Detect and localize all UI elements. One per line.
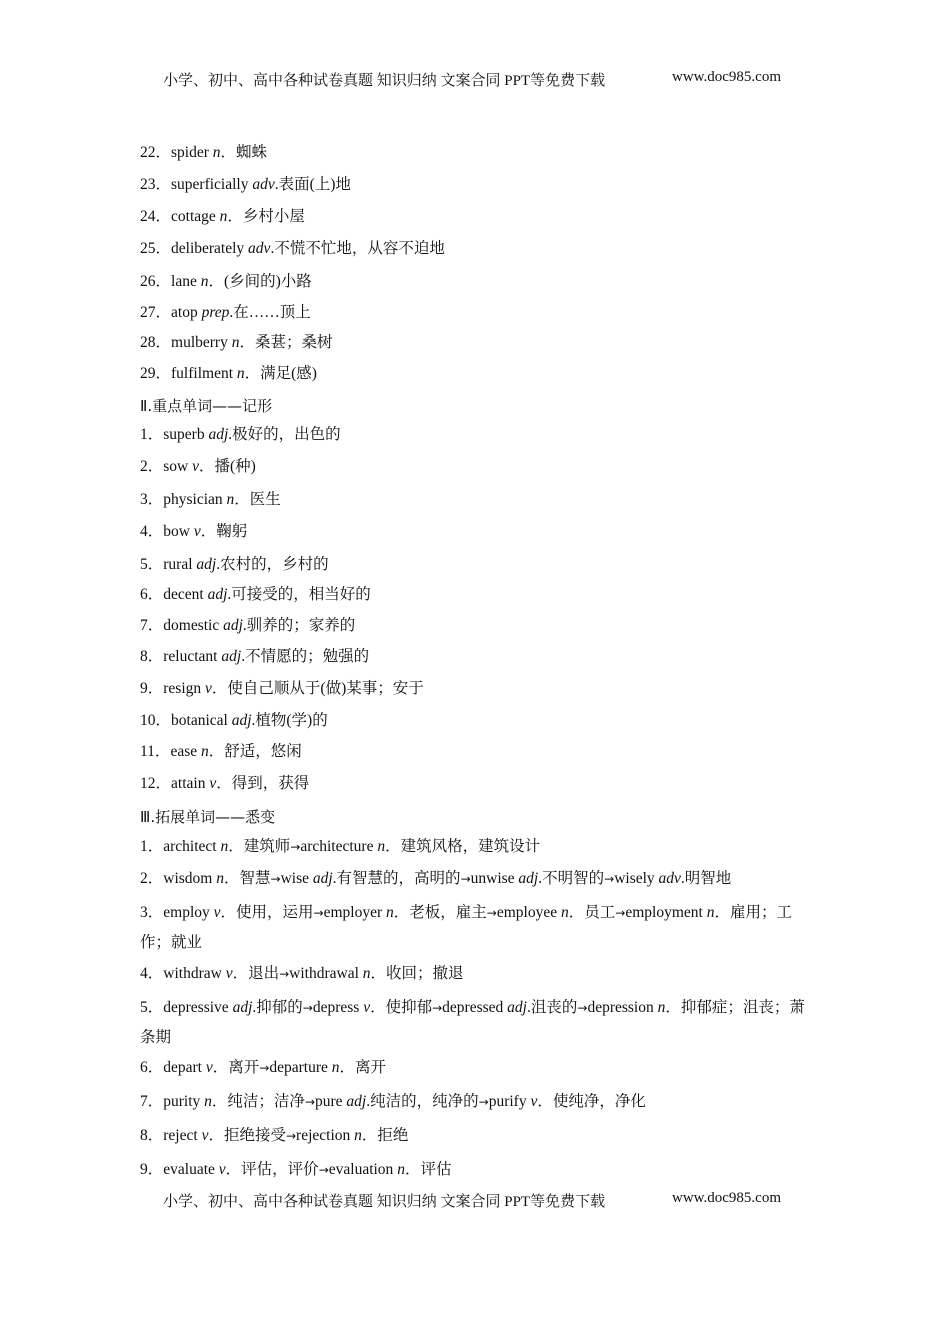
entry-word: botanical — [171, 712, 232, 729]
part-of-speech: adv — [252, 176, 275, 193]
part-of-speech: n — [657, 999, 666, 1016]
derivation-entry — [140, 1053, 810, 1083]
vocab-entry — [140, 138, 810, 168]
entry-meaning: .植物(学)的 — [251, 712, 328, 729]
entry-meaning: .表面(上)地 — [274, 176, 351, 193]
entry-number: 6． — [140, 586, 164, 603]
vocab-entry — [140, 298, 810, 328]
entry-number: 8． — [140, 1127, 164, 1144]
entry-number: 8． — [140, 648, 164, 665]
entry-number: 4． — [140, 965, 164, 982]
entry-word: depressive — [163, 999, 233, 1016]
entry-word: withdraw — [163, 965, 226, 982]
entry-meaning: ．满足(感) — [244, 365, 317, 382]
entry-word: architect — [163, 838, 221, 855]
entry-word: deliberately — [171, 240, 249, 257]
entry-word: lane — [171, 273, 201, 290]
entry-word: employee — [496, 904, 561, 921]
entry-meaning: .抑郁的 — [252, 999, 303, 1016]
derivation-entry — [140, 959, 810, 989]
entry-word: reject — [163, 1127, 202, 1144]
part-of-speech: n — [561, 904, 569, 921]
entry-meaning: .可接受的，相当好的 — [227, 586, 371, 603]
entry-word: unwise — [470, 870, 519, 887]
entry-word: decent — [163, 586, 208, 603]
arrow-icon: → — [270, 872, 281, 886]
entry-meaning: .不明智的 — [538, 870, 605, 887]
derivation-entry — [140, 1155, 810, 1185]
arrow-icon: → — [285, 1129, 297, 1143]
entry-number: 26． — [140, 273, 172, 290]
entry-meaning: ．使用，运用 — [220, 904, 314, 921]
entry-word: rejection — [296, 1127, 355, 1144]
part-of-speech: adj — [207, 586, 228, 603]
entry-meaning: .有智慧的，高明的 — [332, 870, 461, 887]
vocab-entry — [140, 170, 810, 200]
entry-word: physician — [163, 491, 227, 508]
part-of-speech: n — [362, 965, 371, 982]
vocab-entry — [140, 328, 810, 358]
entry-meaning: .不情愿的；勉强的 — [241, 648, 370, 665]
entry-word: spider — [171, 144, 213, 161]
entry-number: 7． — [140, 617, 164, 634]
entry-number: 28． — [140, 334, 172, 351]
part-of-speech: adj — [346, 1093, 367, 1110]
part-of-speech: adj — [232, 999, 253, 1016]
vocab-entry — [140, 642, 810, 672]
entry-word: architecture — [300, 838, 378, 855]
part-of-speech: n — [386, 904, 394, 921]
derivation-entry — [140, 864, 810, 894]
part-of-speech: v — [225, 965, 233, 982]
entry-word: rural — [163, 556, 197, 573]
entry-meaning: .农村的，乡村的 — [216, 556, 329, 573]
arrow-icon: → — [432, 1001, 443, 1015]
part-of-speech: n — [219, 208, 228, 225]
derivation-entry — [140, 898, 805, 958]
part-of-speech: n — [397, 1161, 405, 1178]
entry-word: employ — [163, 904, 214, 921]
entry-word: resign — [163, 680, 206, 697]
entry-meaning: ．得到，获得 — [216, 775, 310, 792]
entry-number: 2． — [140, 458, 164, 475]
entry-number: 9． — [140, 680, 164, 697]
derivation-entry — [140, 1121, 810, 1151]
entry-word: purify — [488, 1093, 531, 1110]
entry-word: attain — [171, 775, 210, 792]
entry-number: 11． — [140, 743, 171, 760]
derivation-entry — [140, 832, 810, 862]
entry-number: 7． — [140, 1093, 164, 1110]
entry-word: depress — [312, 999, 364, 1016]
entry-word: domestic — [163, 617, 224, 634]
vocab-entry — [140, 420, 810, 450]
arrow-icon: → — [604, 872, 615, 886]
entry-number: 25． — [140, 240, 172, 257]
footer-text: 小学、初中、高中各种试卷真题 知识归纳 文案合同 PPT等免费下载 — [163, 1194, 606, 1210]
part-of-speech: n — [354, 1127, 362, 1144]
entry-meaning: ．离开 — [339, 1059, 387, 1076]
part-of-speech: v — [193, 523, 201, 540]
entry-word: depart — [163, 1059, 206, 1076]
vocab-entry — [140, 202, 810, 232]
entry-word: depressed — [442, 999, 508, 1016]
entry-meaning: ．雇用；工作；就业 — [140, 904, 792, 951]
entry-word: superb — [163, 426, 209, 443]
entry-meaning: ．评估，评价 — [225, 1161, 319, 1178]
entry-word: withdrawal — [289, 965, 363, 982]
entry-meaning: ．纯洁；洁净 — [211, 1093, 305, 1110]
part-of-speech: adj — [223, 617, 243, 634]
entry-meaning: ．医生 — [234, 491, 281, 508]
entry-number: 1． — [140, 426, 164, 443]
part-of-speech: adj — [196, 556, 217, 573]
vocab-entry — [140, 611, 810, 641]
entry-word: purity — [163, 1093, 205, 1110]
entry-meaning: .极好的，出色的 — [228, 426, 341, 443]
vocab-entry — [140, 674, 810, 704]
part-of-speech: adj — [208, 426, 229, 443]
entry-word: departure — [269, 1059, 332, 1076]
entry-meaning: ．拒绝接受 — [208, 1127, 286, 1144]
entry-word: evaluation — [328, 1161, 398, 1178]
entry-word: sow — [163, 458, 193, 475]
entry-meaning: ．乡村小屋 — [227, 208, 305, 225]
entry-number: 3． — [140, 491, 164, 508]
entry-meaning: ．舒适，悠闲 — [208, 743, 302, 760]
entry-word: reluctant — [163, 648, 222, 665]
header-text: 小学、初中、高中各种试卷真题 知识归纳 文案合同 PPT等免费下载 — [163, 73, 606, 89]
part-of-speech: v — [205, 680, 212, 697]
part-of-speech: v — [205, 1059, 213, 1076]
entry-meaning: .纯洁的，纯净的 — [366, 1093, 479, 1110]
entry-word: mulberry — [171, 334, 232, 351]
entry-word: pure — [315, 1093, 347, 1110]
entry-meaning: ．(乡间的)小路 — [208, 273, 312, 290]
part-of-speech: n — [220, 838, 229, 855]
vocab-entry — [140, 706, 810, 736]
vocab-entry — [140, 550, 810, 580]
part-of-speech: adj — [518, 870, 539, 887]
entry-number: 22． — [140, 144, 172, 161]
entry-meaning: ．老板，雇主 — [393, 904, 487, 921]
part-of-speech: v — [218, 1161, 226, 1178]
part-of-speech: v — [213, 904, 221, 921]
entry-number: 2． — [140, 870, 164, 887]
part-of-speech: adj — [312, 870, 333, 887]
entry-word: atop — [171, 304, 202, 321]
entry-number: 23． — [140, 176, 172, 193]
entry-meaning: ．建筑风格，建筑设计 — [385, 838, 541, 855]
part-of-speech: v — [192, 458, 200, 475]
entry-word: depression — [587, 999, 658, 1016]
vocab-entry — [140, 234, 810, 264]
arrow-icon: → — [313, 906, 324, 920]
entry-word: cottage — [171, 208, 220, 225]
entry-number: 27． — [140, 304, 172, 321]
arrow-icon: → — [478, 1095, 489, 1109]
vocab-entry — [140, 267, 810, 297]
vocab-entry — [140, 452, 810, 482]
arrow-icon: → — [486, 906, 497, 920]
part-of-speech: n — [226, 491, 235, 508]
arrow-icon: → — [460, 872, 471, 886]
part-of-speech: n — [204, 1093, 212, 1110]
vocab-entry — [140, 580, 810, 610]
entry-number: 12． — [140, 775, 172, 792]
section-heading: Ⅲ.拓展单词——悉变 — [140, 808, 276, 826]
part-of-speech: n — [231, 334, 240, 351]
entry-number: 5． — [140, 556, 164, 573]
entry-meaning: ．离开 — [212, 1059, 260, 1076]
entry-number: 24． — [140, 208, 172, 225]
part-of-speech: adj — [221, 648, 242, 665]
part-of-speech: v — [530, 1093, 538, 1110]
header-url: www.doc985.com — [672, 69, 782, 85]
arrow-icon: → — [302, 1001, 313, 1015]
entry-word: employment — [625, 904, 707, 921]
vocab-entry — [140, 737, 810, 767]
entry-meaning: ．播(种) — [199, 458, 256, 475]
derivation-entry — [140, 993, 805, 1053]
arrow-icon: → — [318, 1163, 329, 1177]
entry-meaning: ．使纯净，净化 — [537, 1093, 646, 1110]
entry-number: 6． — [140, 1059, 164, 1076]
entry-number: 3． — [140, 904, 164, 921]
entry-word: wisely — [614, 870, 659, 887]
vocab-entry — [140, 359, 810, 389]
part-of-speech: v — [209, 775, 217, 792]
part-of-speech: v — [201, 1127, 209, 1144]
footer-url: www.doc985.com — [672, 1190, 782, 1206]
entry-word: evaluate — [163, 1161, 219, 1178]
entry-meaning: .不慌不忙地，从容不迫地 — [270, 240, 445, 257]
entry-meaning: ．智慧 — [223, 870, 271, 887]
entry-meaning: .明智地 — [680, 870, 732, 887]
arrow-icon: → — [577, 1001, 588, 1015]
part-of-speech: n — [216, 870, 224, 887]
arrow-icon: → — [615, 906, 626, 920]
part-of-speech: adv — [248, 240, 271, 257]
entry-word: wisdom — [163, 870, 217, 887]
part-of-speech: adj — [507, 999, 527, 1016]
entry-number: 29． — [140, 365, 172, 382]
part-of-speech: adj — [231, 712, 252, 729]
part-of-speech: n — [200, 743, 209, 760]
part-of-speech: n — [377, 838, 386, 855]
entry-meaning: ．收回；撤退 — [370, 965, 464, 982]
entry-number: 5． — [140, 999, 164, 1016]
entry-meaning: ．桑葚；桑树 — [239, 334, 333, 351]
entry-word: fulfilment — [171, 365, 237, 382]
entry-word: ease — [170, 743, 201, 760]
entry-meaning: ．退出 — [232, 965, 280, 982]
entry-word: bow — [163, 523, 194, 540]
entry-meaning: ．蜘蛛 — [220, 144, 268, 161]
part-of-speech: n — [200, 273, 209, 290]
entry-meaning: ．拒绝 — [361, 1127, 409, 1144]
part-of-speech: n — [706, 904, 715, 921]
entry-number: 10． — [140, 712, 172, 729]
entry-number: 1． — [140, 838, 164, 855]
arrow-icon: → — [259, 1061, 270, 1075]
part-of-speech: v — [363, 999, 371, 1016]
entry-meaning: ．使自己顺从于(做)某事；安于 — [211, 680, 424, 697]
part-of-speech: n — [212, 144, 221, 161]
entry-word: employer — [323, 904, 387, 921]
arrow-icon: → — [290, 840, 301, 854]
entry-meaning: ．使抑郁 — [370, 999, 433, 1016]
entry-meaning: .驯养的；家养的 — [242, 617, 356, 634]
entry-meaning: ．抑郁症；沮丧；萧条期 — [140, 999, 805, 1046]
entry-meaning: ．鞠躬 — [200, 523, 248, 540]
arrow-icon: → — [279, 967, 290, 981]
entry-word: wise — [280, 870, 313, 887]
part-of-speech: adv — [658, 870, 681, 887]
vocab-entry — [140, 517, 810, 547]
vocab-entry — [140, 485, 810, 515]
entry-word: superficially — [171, 176, 253, 193]
entry-meaning: .在……顶上 — [229, 304, 311, 321]
section-heading: Ⅱ.重点单词——记形 — [140, 397, 273, 415]
part-of-speech: n — [236, 365, 245, 382]
entry-number: 9． — [140, 1161, 164, 1178]
derivation-entry — [140, 1087, 810, 1117]
arrow-icon: → — [304, 1095, 315, 1109]
entry-meaning: ．评估 — [404, 1161, 452, 1178]
part-of-speech: prep — [201, 304, 230, 321]
part-of-speech: n — [331, 1059, 340, 1076]
entry-meaning: ．建筑师 — [228, 838, 291, 855]
entry-meaning: ．员工 — [568, 904, 616, 921]
entry-number: 4． — [140, 523, 164, 540]
entry-meaning: .沮丧的 — [526, 999, 578, 1016]
vocab-entry — [140, 769, 810, 799]
